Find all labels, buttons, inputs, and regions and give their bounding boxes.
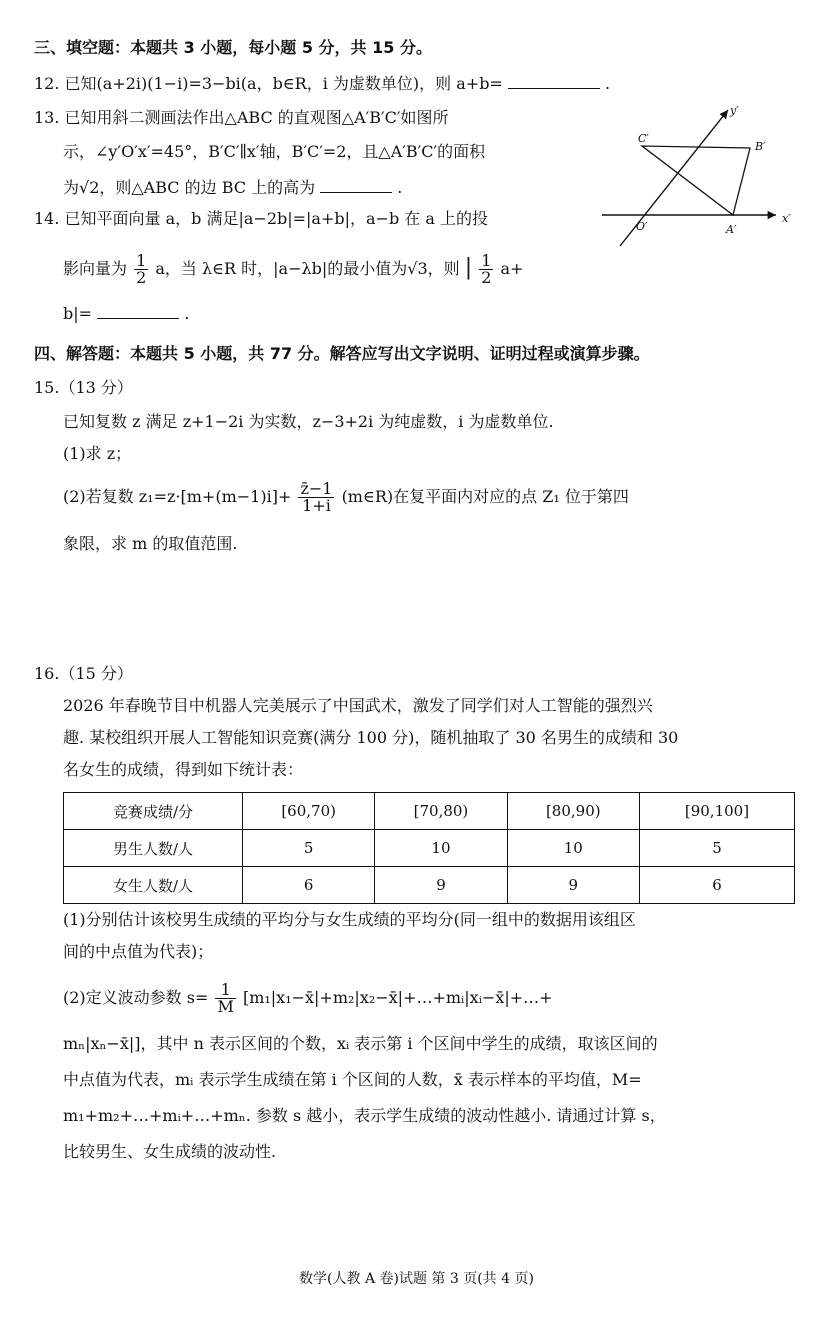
fraction-num: 1 [215, 982, 235, 999]
table-header-row [64, 793, 795, 830]
table-cell: 9 [507, 867, 639, 904]
table-cell: 9 [375, 867, 507, 904]
question-16-part2-line5: 比较男生、女生成绩的波动性. [63, 1142, 277, 1161]
question-16-title: 16.（15 分） [34, 664, 133, 683]
table-cell: 6 [639, 867, 794, 904]
question-15-part1: (1)求 z； [63, 444, 132, 463]
question-12 [34, 70, 610, 98]
question-16-part2-post: [m₁|x₁−x̄|+m₂|x₂−x̄|+…+mᵢ|xᵢ−x̄|+…+ [242, 988, 553, 1007]
question-13-line2: 示，∠y′O′x′=45°，B′C′∥x′轴，B′C′=2，且△A′B′C′的面积 [63, 142, 486, 161]
table-row [64, 867, 795, 904]
question-16-line3: 名女生的成绩，得到如下统计表： [63, 760, 304, 779]
table-header-cell: [90,100] [639, 793, 794, 830]
oblique-projection-figure [600, 100, 800, 250]
question-14-line3 [63, 300, 189, 328]
question-14-tail: a+ [500, 259, 524, 278]
answer-blank-13[interactable] [320, 174, 392, 193]
table-cell: 5 [243, 830, 375, 867]
question-13-text: 为√2，则△ABC 的边 BC 上的高为 [63, 178, 316, 197]
question-14-line2: 影向量为 $\frac{1}{2}$ a，当 λ∈R 时，|a−λb|的最小值为√3，则 | $\frac{1}{2}$ a+ [63, 251, 524, 287]
fraction-den: 1+i [302, 496, 331, 515]
question-14-text: b|= [63, 304, 93, 323]
section3-header: 三、填空题：本题共 3 小题，每小题 5 分，共 15 分。 [34, 38, 432, 57]
table-cell: 10 [375, 830, 507, 867]
question-15-title: 15.（13 分） [34, 378, 133, 397]
question-15-part2-post: (m∈R)在复平面内对应的点 Z₁ 位于第四 [341, 487, 629, 506]
fraction-den: 2 [481, 268, 492, 287]
answer-blank-14[interactable] [97, 300, 179, 319]
question-16-part2-line4: m₁+m₂+…+mᵢ+…+mₙ. 参数 s 越小，表示学生成绩的波动性越小. 请通过计算 s， [63, 1106, 666, 1125]
question-16-part2-line2: mₙ|xₙ−x̄|]，其中 n 表示区间的个数，xᵢ 表示第 i 个区间中学生的成绩，取该区间的 [63, 1034, 658, 1053]
question-14-line1: 14. 已知平面向量 a，b 满足|a−2b|=|a+b|，a−b 在 a 上的投 [34, 209, 488, 228]
question-13-line3 [63, 174, 402, 202]
table-cell: 5 [639, 830, 794, 867]
answer-blank-12[interactable] [508, 70, 600, 89]
question-14-mid: a，当 λ∈R 时，|a−λb|的最小值为√3，则 [155, 259, 460, 278]
score-statistics-table [63, 792, 795, 904]
label-x: x′ [782, 212, 791, 225]
label-a: A′ [726, 223, 737, 236]
table-cell: 10 [507, 830, 639, 867]
question-16-line1: 2026 年春晚节目中机器人完美展示了中国武术，激发了同学们对人工智能的强烈兴 [63, 696, 653, 715]
question-16-part1-line1: (1)分别估计该校男生成绩的平均分与女生成绩的平均分(同一组中的数据用该组区 [63, 910, 636, 929]
table-row [64, 830, 795, 867]
table-header-cell: [80,90) [507, 793, 639, 830]
table-cell: 男生人数/人 [64, 830, 243, 867]
fraction-conj [298, 481, 334, 514]
question-16-part1-line2: 间的中点值为代表)； [63, 942, 214, 961]
question-15-line1: 已知复数 z 满足 z+1−2i 为实数，z−3+2i 为纯虚数，i 为虚数单位. [63, 412, 554, 431]
fraction-half-1 [134, 253, 148, 286]
question-13-end: . [397, 178, 403, 197]
table-header-cell: [60,70) [243, 793, 375, 830]
question-14-end: . [184, 304, 190, 323]
fraction-one-over-m [215, 982, 235, 1015]
page-footer: 数学(人教 A 卷)试题 第 3 页(共 4 页) [299, 1271, 534, 1287]
question-13-line1: 13. 已知用斜二测画法作出△ABC 的直观图△A′B′C′如图所 [34, 108, 449, 127]
question-16-part2-pre: (2)定义波动参数 s= [63, 988, 209, 1007]
question-12-end: . [605, 74, 611, 93]
label-o: O′ [636, 220, 648, 233]
table-cell: 6 [243, 867, 375, 904]
fraction-num: 1 [136, 251, 147, 270]
fraction-den: 2 [136, 268, 147, 287]
label-b: B′ [755, 140, 766, 153]
section4-header: 四、解答题：本题共 5 小题，共 77 分。解答应写出文字说明、证明过程或演算步骤。 [34, 344, 650, 363]
label-c: C′ [638, 132, 649, 145]
question-15-part2-line2: 象限，求 m 的取值范围. [63, 534, 238, 553]
question-14-pre: 影向量为 [63, 259, 128, 278]
table-cell: 女生人数/人 [64, 867, 243, 904]
fraction-num: z̄−1 [300, 479, 333, 498]
table-header-cell: [70,80) [375, 793, 507, 830]
fraction-den: M [217, 997, 234, 1016]
triangle-abc [642, 146, 750, 215]
fraction-half-2 [479, 253, 493, 286]
question-16-line2: 趣. 某校组织开展人工智能知识竞赛(满分 100 分)，随机抽取了 30 名男生的成绩和 30 [63, 728, 679, 747]
question-15-part2 [63, 478, 629, 516]
question-12-text: 12. 已知(a+2i)(1−i)=3−bi(a，b∈R，i 为虚数单位)，则 a+b= [34, 74, 503, 93]
question-16-part2-line3: 中点值为代表，mᵢ 表示学生成绩在第 i 个区间的人数，x̄ 表示样本的平均值，M= [63, 1070, 642, 1089]
table-header-cell: 竞赛成绩/分 [64, 793, 243, 830]
question-15-part2-pre: (2)若复数 z₁=z·[m+(m−1)i]+ [63, 487, 292, 506]
question-16-part2 [63, 978, 553, 1018]
label-y: y′ [730, 104, 739, 117]
fraction-num: 1 [481, 251, 492, 270]
